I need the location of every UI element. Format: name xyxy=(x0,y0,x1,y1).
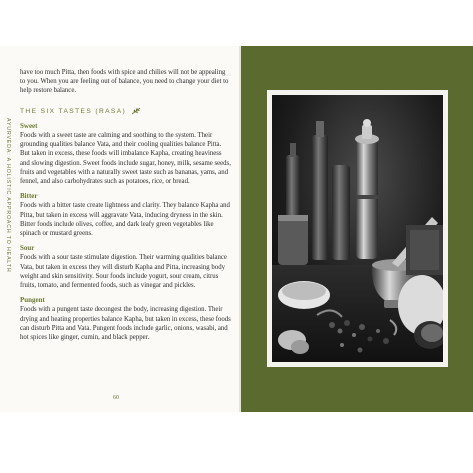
taste-text-bitter: Foods with a bitter taste create lightness and clarity. They balance Kapha and Pitta, but taken in excess will aggravate Vata, inducing dryness in the skin. Bitter foods include olives, coffee, and dark leafy green vegetables like spinach or mustard greens. xyxy=(20,202,230,238)
taste-heading-bitter: Bitter xyxy=(20,192,38,201)
section-title-text: THE SIX TASTES (RASA) xyxy=(20,107,127,115)
taste-heading-pungent: Pungent xyxy=(20,296,45,305)
bottle-middle xyxy=(312,135,328,260)
leaf-sprig-icon xyxy=(131,107,141,115)
left-page xyxy=(0,46,240,412)
running-head-text: AYURVEDA: A HOLISTIC APPROACH TO HEALTH xyxy=(5,118,11,273)
still-life-photo xyxy=(272,95,443,362)
taste-text-pungent: Foods with a pungent taste decongest the body, increasing digestion. Their drying and heating properties balance Kapha, but taken in excess, these foods can disturb Pitta and Vata. Pungent foods include garlic, onions, wasabi, and hot spices like ginger, cumin, and black pepper. xyxy=(20,306,231,342)
running-head xyxy=(2,118,12,358)
page-number: 60 xyxy=(113,395,119,401)
photo-frame xyxy=(267,90,448,367)
taste-heading-sour: Sour xyxy=(20,244,35,253)
section-title xyxy=(20,107,232,116)
intro-paragraph: have too much Pitta, then foods with spice and chilies will not be appealing to you. When you are feeling out of balance, you need to change your diet to help restore balance. xyxy=(20,69,229,95)
right-page xyxy=(241,46,473,412)
taste-heading-sweet: Sweet xyxy=(20,121,38,130)
text-column xyxy=(20,68,232,342)
book-spread xyxy=(0,46,473,412)
taste-text-sour: Foods with a sour taste stimulate digestion. Their warming qualities balance Vata, but taken in excess they will disturb Kapha and Pitta, increasing body weight and skin sensitivity. Sour foods include yogurt, sour cream, citrus fruits, tomato, and fermented foods, such as vinegar and pickles. xyxy=(20,254,227,290)
taste-text-sweet: Foods with a sweet taste are calming and soothing to the system. Their grounding qualities balance Vata, and their cooling qualities balance Pitta. But taken in excess, these foods will imbalance Kapha, creating heaviness and slowing digestion. Sweet foods include sugar, honey, milk, sesame seeds, fruits and vegetables with a naturally sweet taste such as bananas, yams, and fennel, and also carbohydrates such as potatoes, rice, or bread. xyxy=(20,132,231,186)
